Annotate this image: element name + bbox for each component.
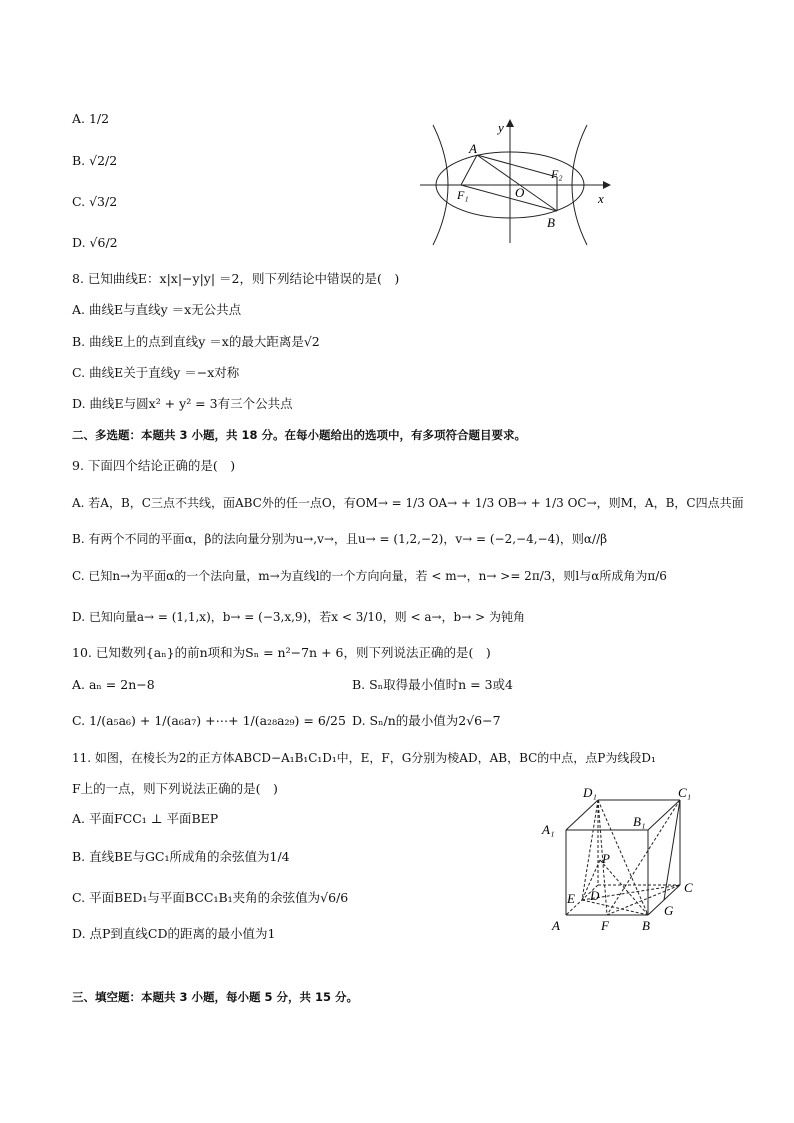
q10-option-b: B. Sₙ取得最小值时n = 3或4 <box>352 677 513 692</box>
q7-option-b: B. √2/2 <box>72 153 118 168</box>
label-D1: D₁ <box>583 785 597 800</box>
label-F1: F₁ <box>457 188 469 202</box>
q7-option-c: C. √3/2 <box>72 194 118 209</box>
q11-stem-line1: 11. 如图，在棱长为2的正方体ABCD−A₁B₁C₁D₁中，E，F，G分别为棱AD，AB，BC的中点，点P为线段D₁ <box>72 751 656 765</box>
ellipse-hyperbola-figure <box>415 115 615 250</box>
label-P: P <box>602 851 610 866</box>
q7-option-d: D. √6/2 <box>72 235 118 250</box>
label-y: y <box>498 120 504 135</box>
q10-option-c: C. 1/(a₅a₆) + 1/(a₆a₇) +⋯+ 1/(a₂₈a₂₉) = 6/25 <box>72 713 346 728</box>
label-O: O <box>515 185 525 200</box>
q9-option-c: C. 已知n→为平面α的一个法向量，m→为直线l的一个方向向量，若 < m→，n→ >= 2π/3，则l与α所成角为π/6 <box>72 569 667 583</box>
q7-option-a: A. 1/2 <box>72 111 110 126</box>
q11-option-c: C. 平面BED₁与平面BCC₁B₁夹角的余弦值为√6/6 <box>72 890 349 905</box>
label-A: A <box>469 141 477 156</box>
section2-heading: 二、多选题：本题共 3 小题，共 18 分。在每小题给出的选项中，有多项符合题目要求。 <box>72 428 527 442</box>
label-D: D <box>590 888 600 903</box>
q8-option-b: B. 曲线E上的点到直线y ＝x的最大距离是√2 <box>72 334 320 349</box>
q8-option-a: A. 曲线E与直线y ＝x无公共点 <box>72 302 242 317</box>
q8-option-d: D. 曲线E与圆x² + y² = 3有三个公共点 <box>72 396 293 411</box>
section3-heading: 三、填空题：本题共 3 小题，每小题 5 分，共 15 分。 <box>72 990 359 1004</box>
q11-option-d: D. 点P到直线CD的距离的最小值为1 <box>72 926 276 941</box>
label-E: E <box>567 891 575 906</box>
q9-option-a: A. 若A，B，C三点不共线，面ABC外的任一点O，有OM→ = 1/3 OA→ + 1/3 OB→ + 1/3 OC→，则M，A，B，C四点共面 <box>72 496 744 510</box>
q10-option-a: A. aₙ = 2n−8 <box>72 677 155 692</box>
label-A: A <box>552 918 560 933</box>
q9-stem: 9. 下面四个结论正确的是( ) <box>72 458 236 473</box>
label-C1: C₁ <box>678 785 692 800</box>
q9-option-d: D. 已知向量a→ = (1,1,x)，b→ = (−3,x,9)，若x < 3/10，则 < a→，b→ > 为钝角 <box>72 610 525 624</box>
q10-option-d: D. Sₙ/n的最小值为2√6−7 <box>352 713 501 728</box>
q9-option-b: B. 有两个不同的平面α，β的法向量分别为u→,v→，且u→ = (1,2,−2)，v→ = (−2,−4,−4)，则α//β <box>72 532 608 546</box>
label-F: F <box>601 918 609 933</box>
label-x: x <box>598 191 604 206</box>
q10-stem: 10. 已知数列{aₙ}的前n项和为Sₙ = n²−7n + 6，则下列说法正确的是( ) <box>72 645 491 660</box>
label-B: B <box>642 918 650 933</box>
label-F2: F₂ <box>551 167 563 181</box>
cube-figure <box>538 782 708 937</box>
q11-option-a: A. 平面FCC₁ ⊥ 平面BEP <box>72 811 219 826</box>
label-G: G <box>664 903 674 918</box>
q11-stem-line2: F上的一点，则下列说法正确的是( ) <box>72 781 278 796</box>
q8-stem: 8. 已知曲线E：x|x|−y|y| ＝2，则下列结论中错误的是( ) <box>72 271 400 286</box>
q11-option-b: B. 直线BE与GC₁所成角的余弦值为1/4 <box>72 849 290 864</box>
q8-option-c: C. 曲线E关于直线y ＝−x对称 <box>72 365 240 380</box>
label-B: B <box>547 215 555 230</box>
label-B1: B₁ <box>633 814 646 829</box>
label-A1: A₁ <box>542 822 555 837</box>
label-C: C <box>684 880 693 895</box>
